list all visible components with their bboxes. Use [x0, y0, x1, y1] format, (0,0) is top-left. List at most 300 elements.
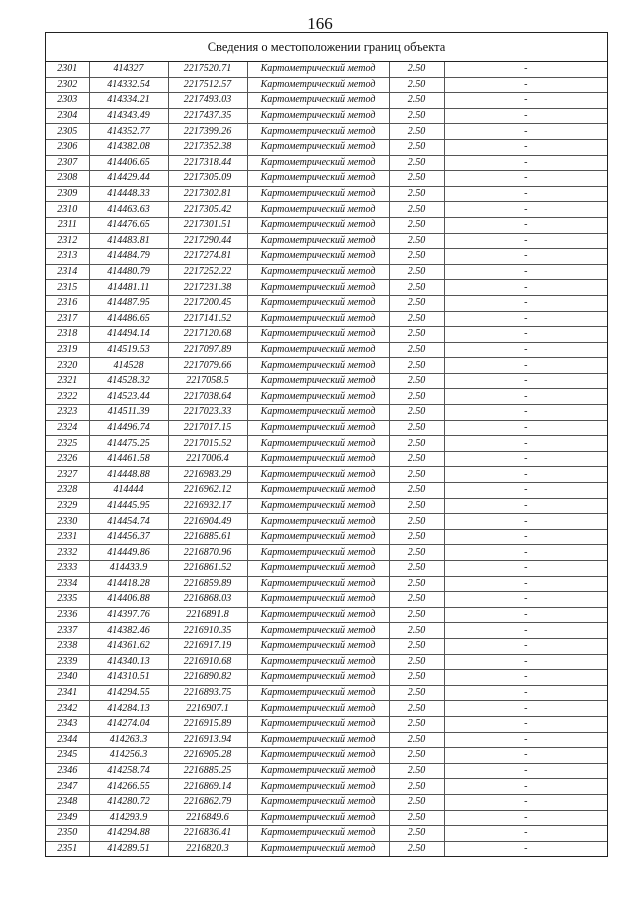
description: - — [444, 545, 607, 561]
description: - — [444, 763, 607, 779]
coord-x: 414258.74 — [89, 763, 168, 779]
point-number: 2340 — [46, 670, 89, 686]
accuracy: 2.50 — [389, 249, 444, 265]
accuracy: 2.50 — [389, 171, 444, 187]
method: Картометрический метод — [247, 139, 389, 155]
method: Картометрический метод — [247, 405, 389, 421]
accuracy: 2.50 — [389, 529, 444, 545]
description: - — [444, 576, 607, 592]
method: Картометрический метод — [247, 638, 389, 654]
coord-y: 2216905.28 — [168, 748, 247, 764]
table-row — [46, 779, 607, 795]
description: - — [444, 483, 607, 499]
coord-y: 2216890.82 — [168, 670, 247, 686]
description: - — [444, 514, 607, 530]
coord-x: 414496.74 — [89, 420, 168, 436]
coord-x: 414334.21 — [89, 93, 168, 109]
description: - — [444, 654, 607, 670]
description: - — [444, 732, 607, 748]
coord-y: 2216885.25 — [168, 763, 247, 779]
point-number: 2344 — [46, 732, 89, 748]
table-row — [46, 186, 607, 202]
description: - — [444, 716, 607, 732]
method: Картометрический метод — [247, 529, 389, 545]
coord-y: 2217023.33 — [168, 405, 247, 421]
method: Картометрический метод — [247, 202, 389, 218]
method: Картометрический метод — [247, 295, 389, 311]
table-row — [46, 810, 607, 826]
method: Картометрический метод — [247, 108, 389, 124]
table-row — [46, 529, 607, 545]
table-row — [46, 498, 607, 514]
description: - — [444, 685, 607, 701]
description: - — [444, 467, 607, 483]
accuracy: 2.50 — [389, 623, 444, 639]
table-row — [46, 545, 607, 561]
coord-y: 2216910.35 — [168, 623, 247, 639]
method: Картометрический метод — [247, 342, 389, 358]
point-number: 2333 — [46, 561, 89, 577]
coord-x: 414463.63 — [89, 202, 168, 218]
coord-x: 414476.65 — [89, 217, 168, 233]
table-row — [46, 763, 607, 779]
point-number: 2332 — [46, 545, 89, 561]
coord-y: 2216868.03 — [168, 592, 247, 608]
method: Картометрический метод — [247, 389, 389, 405]
page-number: 166 — [307, 14, 333, 33]
description: - — [444, 405, 607, 421]
description: - — [444, 62, 607, 77]
point-number: 2335 — [46, 592, 89, 608]
description: - — [444, 342, 607, 358]
point-number: 2345 — [46, 748, 89, 764]
coord-y: 2217141.52 — [168, 311, 247, 327]
coord-x: 414519.53 — [89, 342, 168, 358]
coord-y: 2216913.94 — [168, 732, 247, 748]
table-row — [46, 93, 607, 109]
point-number: 2314 — [46, 264, 89, 280]
point-number: 2348 — [46, 794, 89, 810]
table-row — [46, 701, 607, 717]
description: - — [444, 779, 607, 795]
coord-x: 414274.04 — [89, 716, 168, 732]
accuracy: 2.50 — [389, 607, 444, 623]
method: Картометрический метод — [247, 155, 389, 171]
table-row — [46, 358, 607, 374]
method: Картометрический метод — [247, 763, 389, 779]
point-number: 2342 — [46, 701, 89, 717]
accuracy: 2.50 — [389, 280, 444, 296]
table-row — [46, 124, 607, 140]
method: Картометрический метод — [247, 483, 389, 499]
coord-x: 414284.13 — [89, 701, 168, 717]
description: - — [444, 171, 607, 187]
coord-y: 2217252.22 — [168, 264, 247, 280]
method: Картометрический метод — [247, 576, 389, 592]
accuracy: 2.50 — [389, 451, 444, 467]
coord-x: 414523.44 — [89, 389, 168, 405]
accuracy: 2.50 — [389, 514, 444, 530]
table-row — [46, 295, 607, 311]
coord-x: 414494.14 — [89, 327, 168, 343]
point-number: 2304 — [46, 108, 89, 124]
coord-x: 414294.88 — [89, 826, 168, 842]
point-number: 2350 — [46, 826, 89, 842]
coord-x: 414454.74 — [89, 514, 168, 530]
method: Картометрический метод — [247, 623, 389, 639]
description: - — [444, 826, 607, 842]
coord-x: 414263.3 — [89, 732, 168, 748]
coord-y: 2217097.89 — [168, 342, 247, 358]
accuracy: 2.50 — [389, 670, 444, 686]
description: - — [444, 327, 607, 343]
description: - — [444, 280, 607, 296]
table-row — [46, 451, 607, 467]
coord-y: 2216917.19 — [168, 638, 247, 654]
coord-y: 2217017.15 — [168, 420, 247, 436]
method: Картометрический метод — [247, 685, 389, 701]
description: - — [444, 436, 607, 452]
coord-y: 2217399.26 — [168, 124, 247, 140]
method: Картометрический метод — [247, 467, 389, 483]
description: - — [444, 186, 607, 202]
point-number: 2339 — [46, 654, 89, 670]
coord-y: 2216907.1 — [168, 701, 247, 717]
description: - — [444, 623, 607, 639]
description: - — [444, 748, 607, 764]
point-number: 2323 — [46, 405, 89, 421]
table-row — [46, 155, 607, 171]
table-row — [46, 748, 607, 764]
table-row — [46, 405, 607, 421]
coord-x: 414486.65 — [89, 311, 168, 327]
accuracy: 2.50 — [389, 763, 444, 779]
method: Картометрический метод — [247, 545, 389, 561]
point-number: 2324 — [46, 420, 89, 436]
method: Картометрический метод — [247, 186, 389, 202]
coord-x: 414289.51 — [89, 841, 168, 856]
method: Картометрический метод — [247, 826, 389, 842]
coord-x: 414382.46 — [89, 623, 168, 639]
coord-y: 2216915.89 — [168, 716, 247, 732]
table-row — [46, 327, 607, 343]
description: - — [444, 841, 607, 856]
coord-y: 2217274.81 — [168, 249, 247, 265]
method: Картометрический метод — [247, 264, 389, 280]
accuracy: 2.50 — [389, 483, 444, 499]
description: - — [444, 420, 607, 436]
table-row — [46, 654, 607, 670]
method: Картометрический метод — [247, 420, 389, 436]
method: Картометрический метод — [247, 561, 389, 577]
accuracy: 2.50 — [389, 545, 444, 561]
coord-x: 414528 — [89, 358, 168, 374]
coord-y: 2216932.17 — [168, 498, 247, 514]
coord-y: 2217079.66 — [168, 358, 247, 374]
coord-x: 414332.54 — [89, 77, 168, 93]
accuracy: 2.50 — [389, 373, 444, 389]
coord-x: 414481.11 — [89, 280, 168, 296]
accuracy: 2.50 — [389, 748, 444, 764]
point-number: 2313 — [46, 249, 89, 265]
point-number: 2329 — [46, 498, 89, 514]
coord-y: 2217512.57 — [168, 77, 247, 93]
coord-x: 414487.95 — [89, 295, 168, 311]
accuracy: 2.50 — [389, 202, 444, 218]
accuracy: 2.50 — [389, 654, 444, 670]
accuracy: 2.50 — [389, 716, 444, 732]
coord-x: 414429.44 — [89, 171, 168, 187]
method: Картометрический метод — [247, 779, 389, 795]
point-number: 2307 — [46, 155, 89, 171]
point-number: 2312 — [46, 233, 89, 249]
coord-x: 414294.55 — [89, 685, 168, 701]
accuracy: 2.50 — [389, 498, 444, 514]
accuracy: 2.50 — [389, 810, 444, 826]
coord-y: 2217437.35 — [168, 108, 247, 124]
accuracy: 2.50 — [389, 405, 444, 421]
coord-y: 2217038.64 — [168, 389, 247, 405]
method: Картометрический метод — [247, 233, 389, 249]
coord-x: 414484.79 — [89, 249, 168, 265]
method: Картометрический метод — [247, 810, 389, 826]
table-title: Сведения о местоположении границ объекта — [46, 33, 607, 62]
coord-x: 414327 — [89, 62, 168, 77]
table-row — [46, 841, 607, 856]
description: - — [444, 810, 607, 826]
method: Картометрический метод — [247, 592, 389, 608]
description: - — [444, 77, 607, 93]
table-row — [46, 576, 607, 592]
table-row — [46, 139, 607, 155]
coord-x: 414511.39 — [89, 405, 168, 421]
coord-y: 2217318.44 — [168, 155, 247, 171]
coord-y: 2216849.6 — [168, 810, 247, 826]
accuracy: 2.50 — [389, 77, 444, 93]
coord-y: 2217290.44 — [168, 233, 247, 249]
table-row — [46, 592, 607, 608]
method: Картометрический метод — [247, 436, 389, 452]
accuracy: 2.50 — [389, 327, 444, 343]
point-number: 2349 — [46, 810, 89, 826]
table-row — [46, 607, 607, 623]
table-row — [46, 171, 607, 187]
coord-y: 2216891.8 — [168, 607, 247, 623]
method: Картометрический метод — [247, 732, 389, 748]
table-row — [46, 826, 607, 842]
table-row — [46, 311, 607, 327]
description: - — [444, 295, 607, 311]
accuracy: 2.50 — [389, 638, 444, 654]
coord-y: 2216820.3 — [168, 841, 247, 856]
coord-x: 414433.9 — [89, 561, 168, 577]
point-number: 2321 — [46, 373, 89, 389]
accuracy: 2.50 — [389, 342, 444, 358]
point-number: 2302 — [46, 77, 89, 93]
coord-x: 414444 — [89, 483, 168, 499]
accuracy: 2.50 — [389, 732, 444, 748]
accuracy: 2.50 — [389, 108, 444, 124]
coord-x: 414475.25 — [89, 436, 168, 452]
coord-y: 2216910.68 — [168, 654, 247, 670]
description: - — [444, 233, 607, 249]
coord-x: 414456.37 — [89, 529, 168, 545]
accuracy: 2.50 — [389, 186, 444, 202]
coord-x: 414406.88 — [89, 592, 168, 608]
method: Картометрический метод — [247, 217, 389, 233]
method: Картометрический метод — [247, 701, 389, 717]
accuracy: 2.50 — [389, 561, 444, 577]
method: Картометрический метод — [247, 77, 389, 93]
accuracy: 2.50 — [389, 358, 444, 374]
description: - — [444, 607, 607, 623]
description: - — [444, 217, 607, 233]
point-number: 2336 — [46, 607, 89, 623]
coord-x: 414445.95 — [89, 498, 168, 514]
description: - — [444, 701, 607, 717]
coord-x: 414448.88 — [89, 467, 168, 483]
point-number: 2343 — [46, 716, 89, 732]
description: - — [444, 108, 607, 124]
coord-x: 414256.3 — [89, 748, 168, 764]
accuracy: 2.50 — [389, 467, 444, 483]
accuracy: 2.50 — [389, 420, 444, 436]
description: - — [444, 529, 607, 545]
accuracy: 2.50 — [389, 436, 444, 452]
point-number: 2334 — [46, 576, 89, 592]
coord-y: 2217301.51 — [168, 217, 247, 233]
method: Картометрический метод — [247, 514, 389, 530]
coord-x: 414397.76 — [89, 607, 168, 623]
coord-x: 414352.77 — [89, 124, 168, 140]
coord-x: 414406.65 — [89, 155, 168, 171]
point-number: 2303 — [46, 93, 89, 109]
method: Картометрический метод — [247, 358, 389, 374]
table-row — [46, 670, 607, 686]
point-number: 2328 — [46, 483, 89, 499]
coord-x: 414266.55 — [89, 779, 168, 795]
table-row — [46, 77, 607, 93]
coord-x: 414418.28 — [89, 576, 168, 592]
coord-y: 2217493.03 — [168, 93, 247, 109]
table-row — [46, 638, 607, 654]
method: Картометрический метод — [247, 373, 389, 389]
accuracy: 2.50 — [389, 311, 444, 327]
description: - — [444, 592, 607, 608]
description: - — [444, 358, 607, 374]
table-row — [46, 716, 607, 732]
point-number: 2301 — [46, 62, 89, 77]
description: - — [444, 373, 607, 389]
description: - — [444, 264, 607, 280]
table-row — [46, 483, 607, 499]
accuracy: 2.50 — [389, 592, 444, 608]
accuracy: 2.50 — [389, 794, 444, 810]
accuracy: 2.50 — [389, 217, 444, 233]
accuracy: 2.50 — [389, 264, 444, 280]
coord-x: 414293.9 — [89, 810, 168, 826]
table-row — [46, 420, 607, 436]
point-number: 2308 — [46, 171, 89, 187]
table-row — [46, 514, 607, 530]
accuracy: 2.50 — [389, 779, 444, 795]
coord-x: 414343.49 — [89, 108, 168, 124]
coord-x: 414448.33 — [89, 186, 168, 202]
accuracy: 2.50 — [389, 701, 444, 717]
table-row — [46, 249, 607, 265]
point-number: 2338 — [46, 638, 89, 654]
accuracy: 2.50 — [389, 124, 444, 140]
method: Картометрический метод — [247, 451, 389, 467]
method: Картометрический метод — [247, 171, 389, 187]
point-number: 2341 — [46, 685, 89, 701]
boundary-points-table — [46, 62, 607, 856]
table-row — [46, 685, 607, 701]
point-number: 2316 — [46, 295, 89, 311]
description: - — [444, 311, 607, 327]
accuracy: 2.50 — [389, 826, 444, 842]
description: - — [444, 794, 607, 810]
coord-y: 2216859.89 — [168, 576, 247, 592]
table-row — [46, 280, 607, 296]
coord-x: 414280.72 — [89, 794, 168, 810]
boundary-table-frame — [45, 32, 608, 857]
point-number: 2322 — [46, 389, 89, 405]
table-row — [46, 217, 607, 233]
table-row — [46, 373, 607, 389]
coord-y: 2216893.75 — [168, 685, 247, 701]
table-row — [46, 436, 607, 452]
coord-y: 2217231.38 — [168, 280, 247, 296]
description: - — [444, 670, 607, 686]
accuracy: 2.50 — [389, 576, 444, 592]
table-row — [46, 389, 607, 405]
description: - — [444, 638, 607, 654]
point-number: 2306 — [46, 139, 89, 155]
point-number: 2315 — [46, 280, 89, 296]
description: - — [444, 249, 607, 265]
coord-y: 2216836.41 — [168, 826, 247, 842]
method: Картометрический метод — [247, 62, 389, 77]
method: Картометрический метод — [247, 794, 389, 810]
point-number: 2346 — [46, 763, 89, 779]
point-number: 2351 — [46, 841, 89, 856]
point-number: 2326 — [46, 451, 89, 467]
accuracy: 2.50 — [389, 841, 444, 856]
coord-y: 2217015.52 — [168, 436, 247, 452]
table-row — [46, 794, 607, 810]
description: - — [444, 139, 607, 155]
coord-x: 414461.58 — [89, 451, 168, 467]
table-row — [46, 233, 607, 249]
coord-x: 414310.51 — [89, 670, 168, 686]
description: - — [444, 93, 607, 109]
coord-y: 2216869.14 — [168, 779, 247, 795]
coord-y: 2217305.42 — [168, 202, 247, 218]
coord-x: 414528.32 — [89, 373, 168, 389]
method: Картометрический метод — [247, 249, 389, 265]
table-row — [46, 264, 607, 280]
method: Картометрический метод — [247, 280, 389, 296]
method: Картометрический метод — [247, 670, 389, 686]
point-number: 2347 — [46, 779, 89, 795]
coord-y: 2216962.12 — [168, 483, 247, 499]
description: - — [444, 389, 607, 405]
point-number: 2337 — [46, 623, 89, 639]
coord-x: 414382.08 — [89, 139, 168, 155]
coord-y: 2216862.79 — [168, 794, 247, 810]
method: Картометрический метод — [247, 311, 389, 327]
